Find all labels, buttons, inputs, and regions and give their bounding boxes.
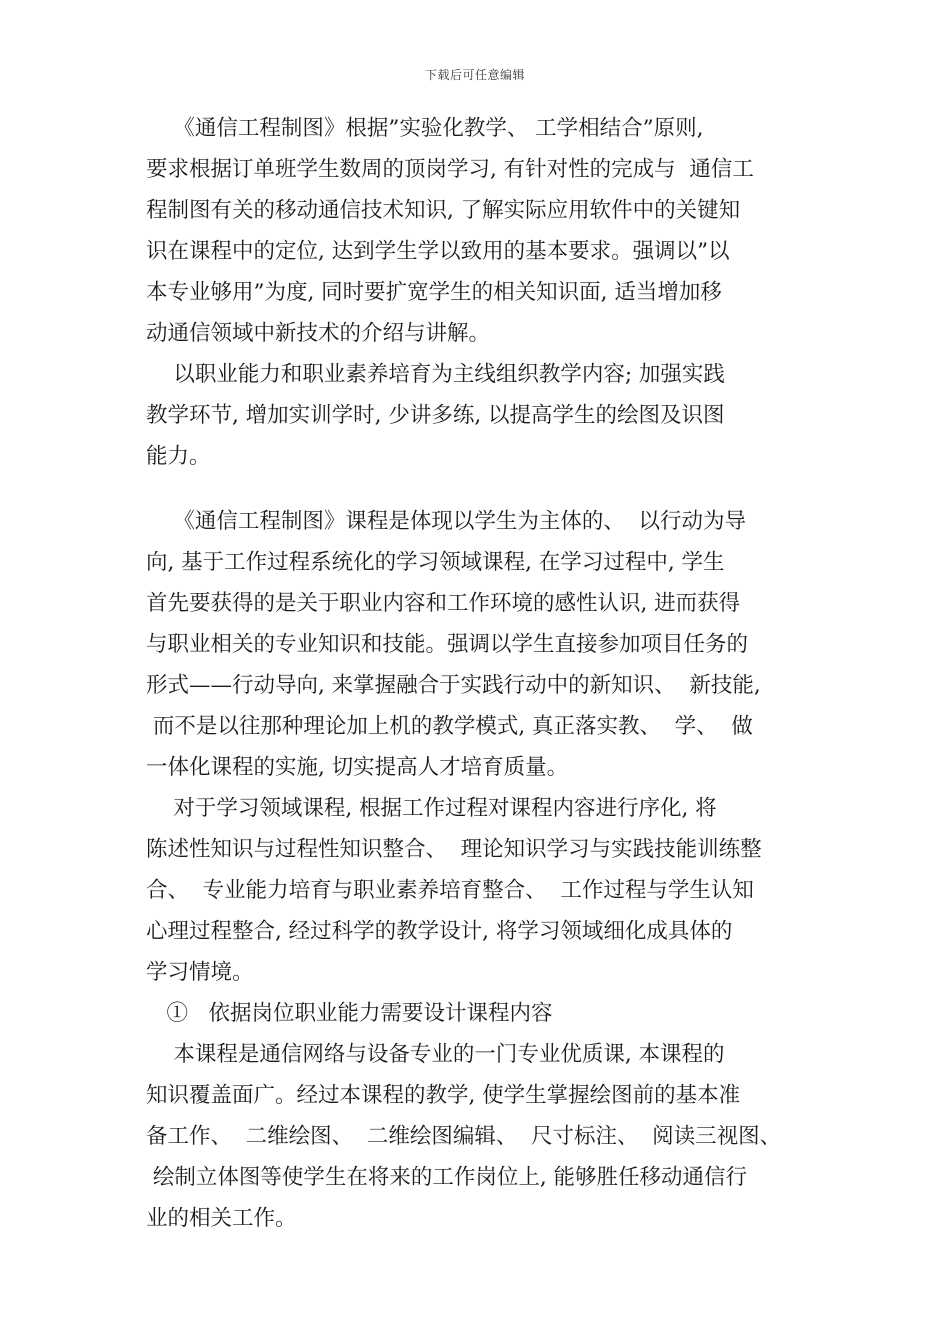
paragraph-spacer <box>146 477 814 501</box>
numbered-heading <box>146 993 814 1034</box>
text-line: 能力。 <box>146 444 211 469</box>
text-line: 陈述性知识与过程性知识整合、 理论知识学习与实践技能训练整 <box>146 837 762 862</box>
text-line: 业的相关工作。 <box>146 1206 297 1231</box>
paragraph <box>146 354 814 477</box>
text-line: 心理过程整合, 经过科学的教学设计, 将学习领域细化成具体的 <box>146 919 733 944</box>
text-line: 而不是以往那种理论加上机的教学模式, 真正落实教、 学、 做 <box>146 714 753 739</box>
paragraph <box>146 108 814 354</box>
text-line: 学习情境。 <box>146 960 254 985</box>
page-header-note: 下载后可任意编辑 <box>424 68 525 82</box>
text-line: 绘制立体图等使学生在将来的工作岗位上, 能够胜任移动通信行 <box>146 1165 748 1190</box>
document-body <box>146 108 814 1239</box>
text-line: 程制图有关的移动通信技术知识, 了解实际应用软件中的关键知 <box>146 198 741 223</box>
text-line: 教学环节, 增加实训学时, 少讲多练, 以提高学生的绘图及识图 <box>146 403 725 428</box>
paragraph <box>146 501 814 788</box>
text-line: 《通信工程制图》根据”实验化教学、 工学相结合”原则, <box>146 116 704 141</box>
text-line: 形式——行动导向, 来掌握融合于实践行动中的新知识、 新技能, <box>146 673 761 698</box>
text-line: 首先要获得的是关于职业内容和工作环境的感性认识, 进而获得 <box>146 591 741 616</box>
text-line: 以职业能力和职业素养培育为主线组织教学内容; 加强实践 <box>146 362 725 387</box>
paragraph <box>146 788 814 993</box>
text-line: 《通信工程制图》课程是体现以学生为主体的、 以行动为导 <box>146 509 747 534</box>
text-line: 对于学习领域课程, 根据工作过程对课程内容进行序化, 将 <box>146 796 717 821</box>
text-line: ① 依据岗位职业能力需要设计课程内容 <box>146 1001 553 1026</box>
text-line: 识在课程中的定位, 达到学生学以致用的基本要求。强调以”以 <box>146 239 730 264</box>
text-line: 向, 基于工作过程系统化的学习领域课程, 在学习过程中, 学生 <box>146 550 725 575</box>
paragraph <box>146 1034 814 1239</box>
text-line: 本课程是通信网络与设备专业的一门专业优质课, 本课程的 <box>146 1042 725 1067</box>
text-line: 要求根据订单班学生数周的顶岗学习, 有针对性的完成与 通信工 <box>146 157 754 182</box>
text-line: 合、 专业能力培育与职业素养培育整合、 工作过程与学生认知 <box>146 878 754 903</box>
text-line: 动通信领域中新技术的介绍与讲解。 <box>146 321 491 346</box>
text-line: 备工作、 二维绘图、 二维绘图编辑、 尺寸标注、 阅读三视图、 <box>146 1124 782 1149</box>
text-line: 本专业够用”为度, 同时要扩宽学生的相关知识面, 适当增加移 <box>146 280 722 305</box>
text-line: 与职业相关的专业知识和技能。强调以学生直接参加项目任务的 <box>146 632 749 657</box>
text-line: 知识覆盖面广。经过本课程的教学, 使学生掌握绘图前的基本准 <box>146 1083 741 1108</box>
text-line: 一体化课程的实施, 切实提高人才培育质量。 <box>146 755 569 780</box>
